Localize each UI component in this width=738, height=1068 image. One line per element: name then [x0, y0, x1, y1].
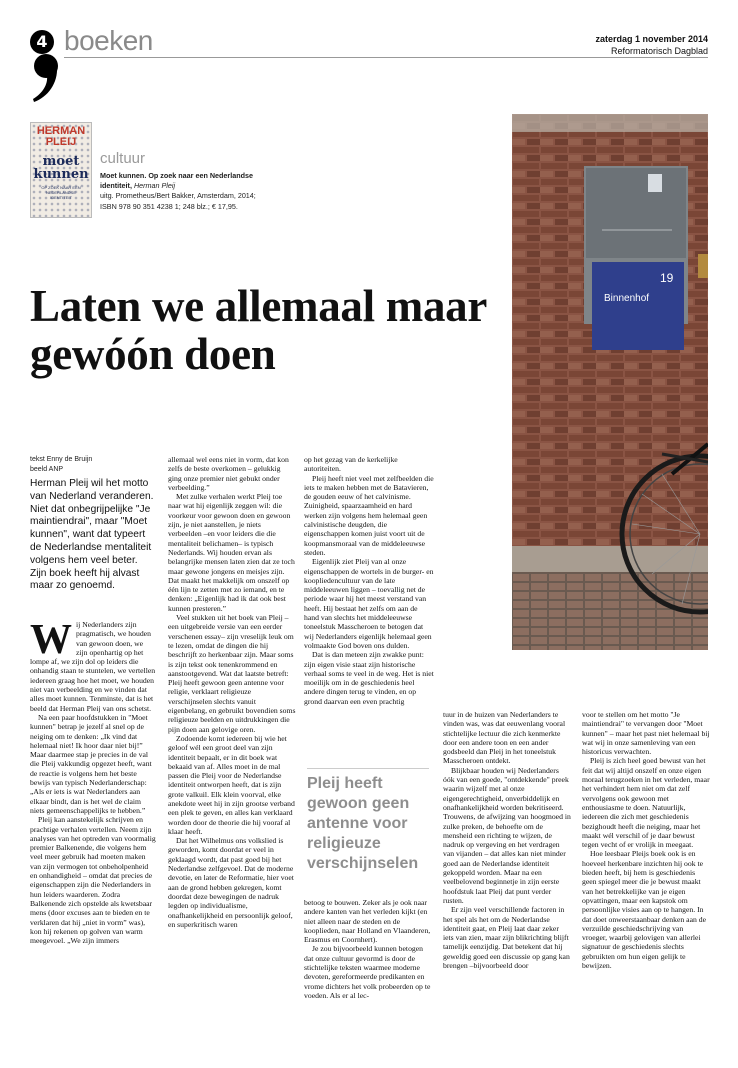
body-paragraph: Pleij is zich heel goed bewust van het feit dat wij altijd onszelf en onze eigen moraal terugzoeken in het verleden, maar het verhindert hem niet om dat zelf vervolgens ook gewoon met enthousiasme te doen. Natuurlijk, iedereen die zich met geschiedenis bezighoudt heeft die neiging, maar het maakt wél verschil of je daar bewust tegen vecht of er vrolijk in meegaat.: [582, 756, 710, 850]
page-number: 4: [30, 30, 54, 54]
body-column-1: [30, 617, 156, 946]
book-title: Moet kunnen. Op zoek naar een Nederlandse identiteit: [100, 171, 253, 191]
book-publisher: uitg. Prometheus/Bert Bakker, Amsterdam, 2014;: [100, 191, 256, 201]
plate-number: 19: [660, 271, 674, 285]
pullquote: Pleij heeft gewoon geen antenne voor religieuze verschijnselen: [307, 775, 419, 872]
body-paragraph: ij Nederlanders zijn pragmatisch, we houden van gewoon doen, we zijn openhartig op het lompe af, we zijn dol op leiders die onhandig staan te stuntelen, we vertellen iedereen graag hoe het moet, we houden niet van verbeelding en we vinden dat alles moet kunnen. Tenminste, dat is het beeld dat Herman Pleij van ons schetst.: [30, 620, 156, 713]
cover-author: HERMAN PLEIJ: [36, 125, 86, 148]
book-isbn: ISBN 978 90 351 4238 1; 248 blz.; € 17,95.: [100, 201, 238, 211]
book-cover: [30, 122, 92, 218]
cover-title: moet kunnen: [33, 154, 89, 182]
book-author: Herman Pleij: [133, 181, 176, 191]
comma-logo-icon: [30, 53, 62, 103]
date-block: [595, 33, 708, 57]
drop-cap: W: [30, 617, 72, 663]
headline: Laten we allemaal maar gewóón doen: [30, 281, 487, 379]
body-paragraph: Dat het Wilhelmus ons volkslied is geworden, komt doordat er veel in geklaagd wordt, dat past goed bij het Nederlandse zelfgevoel. Dat de moderne devotie, en later de Reformatie, hier voet aan de grond hebben gekregen, komt doordat deze bewegingen de nadruk legden op individualisme, onafhankelijkheid en persoonlijk geloof, en superkritisch waren: [168, 836, 294, 929]
body-paragraph: Veel stukken uit het boek van Pleij –een uitgebreide versie van een eerder verschenen essay– zijn vreselijk leuk om te lezen, omdat de dingen die hij beschrijft zo herkenbaar zijn. Maar soms is zijn tekst ook tenenkrommend en aanstootgevend. Wat dat laatste betreft: Pleij heeft gewoon geen antenne voor religie, verklaart religieuze verschijnselen slechts vanuit eigenbelang, en gebruikt bovendien soms religieuze beelden en uitdrukkingen die pijn doen aan gelovige oren.: [168, 613, 296, 734]
intro-paragraph: Herman Pleij wil het motto van Nederland veranderen. Niet dat onbegrijpelijke "Je maintiendrai", maar "Moet kunnen", want dat typeert de Nederlandse mentaliteit volgens hem veel beter. Zijn boek heeft hij alvast maar zo genoemd.: [30, 478, 154, 592]
body-paragraph: tuur in de huizen van Nederlanders te vinden was, was dat eeuwenlang vooral stichtelijke lectuur die zich kenmerkte door een andere toon en een ander godsbeeld dan Pleij in het toneelstuk Masscheroen ontdekt.: [443, 710, 566, 766]
photo-credit: beeld ANP: [30, 466, 64, 473]
body-column-2: [168, 455, 296, 929]
header-divider: [64, 57, 708, 58]
body-paragraph: Met zulke verhalen werkt Pleij toe naar wat hij eigenlijk zeggen wil: die voorkeur voor gewoon doen en gewoon zijn, je niet aanstellen, je niets verbeelden –en voor leiders die die mentaliteit belichamen– is typisch Nederlands. Wij houden ervan als belangrijke mensen laten zien dat ze toch maar gewone jongens en meisjes zijn. Dat maakt het makkelijk om onszelf op één lijn te zetten met zo iemand, en te denken: „Eigenlijk had ik dat ook best kunnen presteren.”: [168, 492, 295, 613]
newspaper-name: Reformatorisch Dagblad: [610, 46, 708, 56]
plate-text: Binnenhof: [604, 293, 650, 304]
body-paragraph: Pleij heeft niet veel met zelfbeelden die iets te maken hebben met de Batavieren, de gouden eeuw of het calvinisme. Zuinigheid, spaarzaamheid en hard werken zijn volgens hem helemaal geen calvinistische deugden, die eigenschappen komen juist voort uit de koopmansmoraal van de middeleeuwse steden.: [304, 473, 434, 557]
body-paragraph: betoog te bouwen. Zeker als je ook naar andere kanten van het verleden kijkt (en niet alleen naar de steden en de kooplieden, naar Holland en Vlaanderen, Erasmus en Coornhert).: [304, 898, 431, 945]
body-paragraph: Blijkbaar houden wij Nederlanders óók van een goede, "ontdekkende" preek waarin wijzelf met al onze eigengerechtigheid, onverbiddelijk en onafhankelijkheid worden bekritiseerd. Trouwens, de afwijzing van hoogmoed in zulke preken, de behoefte om de mensheid een richting te wijzen, de nadruk op vergeving en het verdragen van vijanden – dat alles kan niet minder goed aan de Nederlandse identiteit gekoppeld worden. Maar na een veelbelovend beginnetje in zijn eerste hoofdstuk laat Pleij dat punt verder rusten.: [443, 765, 571, 905]
text-credit: tekst Enny de Bruijn: [30, 456, 93, 463]
body-paragraph: Hoe leesbaar Pleijs boek ook is en hoeveel herkenbare inzichten hij ook te bieden heeft, bij hem is geschiedenis geen spiegel meer die je bewust maakt van het betrekkelijke van je eigen opvattingen, maar een kapstok om persoonlijke visies aan op te hangen. In dat doet onweerstaanbaar denken aan de verzuilde geschiedschrijving van vroeger, waarbij gelovigen van allerlei signatuur de geschiedenis slechts gebruikten om hun eigen gelijk te bewijzen.: [582, 849, 707, 971]
credits: [30, 455, 92, 475]
body-column-5: [582, 710, 710, 970]
body-paragraph: Pleij kan aanstekelijk schrijven en prachtige verhalen vertellen. Neem zijn analyses van het optreden van voormalig premier Balkenende, die volgens hem veel meer gebruik had moeten maken van zijn vermogen tot onbeholpenheid en onhandigheid – omdat dat precies de eigenschappen zijn die Nederlanders in hun leiders waarderen. Zodra Balkenende zich opstelde als kwetsbaar mens (door excuses aan te bieden en te verklaren dat hij „niet in vorm” was), kon hij rekenen op golven van warm meegevoel. „We zijn immers: [30, 815, 156, 946]
body-paragraph: op het gezag van de kerkelijke autoriteiten.: [304, 455, 398, 474]
body-column-3b: [304, 898, 434, 1000]
publication-date: zaterdag 1 november 2014: [595, 34, 708, 44]
section-title: boeken: [64, 25, 153, 56]
body-column-4: [443, 710, 571, 970]
body-paragraph: Na een paar hoofdstukken in "Moet kunnen" betrap je jezelf al snel op de neiging om te denken: „Ik vind dat helemaal niet! Ik hoor daar niet bij!” Maar daarmee stap je precies in de val die Pleij vakkundig opgezet heeft, want de reactie is volgens hem het beste bewijs van typisch Nederlanderschap: „Als er iets is wat Nederlanders aan elkaar bindt, dan is het wel de claim niets gemeenschappelijks te hebben.”: [30, 712, 152, 815]
article-photo: [512, 114, 708, 650]
body-paragraph: Er zijn veel verschillende factoren in het spel als het om de Nederlandse identiteit gaat, en Pleij laat daar zeker iets van zien, maar zijn blikrichting blijft tamelijk eenzijdig. Dat betekent dat hij geweldig goed een discussie op gang kan brengen –bijvoorbeeld door: [443, 905, 570, 971]
pullquote-rule: [307, 768, 429, 769]
body-paragraph: Eigenlijk ziet Pleij van al onze eigenschappen de wortels in de burger- en koopliedencultuur van de late middeleeuwen liggen – toevallig net de periode waar hij het meest verstand van heeft. Hij bestaat het zelfs om aan de hand van slechts het middeleeuwse toneelstuk Masscheroen te betogen dat wij Nederlanders eigenlijk helemaal geen volmaakte God boven ons dulden.: [304, 557, 434, 650]
body-column-3: [304, 455, 434, 706]
body-paragraph: Zodoende komt iedereen bij wie het geloof wél een groot deel van zijn identiteit bepaalt, er in dit boek wat bekaaid van af. Alles moet in de mal passen die Pleij voor de Nederlandse identiteit ontworpen heeft, dat is zijn grote valkuil. Elk klein voorval, elke anekdote weet hij in zijn grootse verband een plek te geven, en alles kan verklaard worden door de theorie die hij vooraf al klaar heeft.: [168, 733, 295, 836]
body-paragraph: allemaal wel eens niet in vorm, dat kon zelfs de beste overkomen – gelukkig ging onze premier niet gebukt onder verbeelding.”: [168, 455, 289, 492]
body-paragraph: Je zou bijvoorbeeld kunnen betogen dat onze cultuur gevormd is door de stichtelijke teksten waarmee moderne devoten, gereformeerde predikanten en vrome dichters het volk probeerden op te voeden. Als er al lec-: [304, 944, 431, 1000]
body-paragraph: Dat is dan meteen zijn zwakke punt: zijn eigen visie staat zijn historische verhaal soms te veel in de weg. Het is niet moeilijk om in de geschiedenis heel andere dingen terug te vinden, en op grond daarvan een even prachtig: [304, 650, 434, 706]
body-paragraph: voor te stellen om het motto "Je maintiendrai" te vervangen door "Moet kunnen" – maar het past niet helemaal bij wat wij in onze samenleving van een historicus verwachten.: [582, 710, 710, 757]
kicker-label: cultuur: [100, 150, 146, 167]
book-info: Moet kunnen. Op zoek naar een Nederlandse identiteit, Herman Pleij uitg. Prometheus/Bert Bakker, Amsterdam, 2014; ISBN 978 90 351 4238 1; 248 blz.; € 17,95.: [100, 171, 256, 211]
cover-subtitle: OP ZOEK NAAR EEN NEDERLANDSE IDENTITEIT: [41, 185, 81, 200]
